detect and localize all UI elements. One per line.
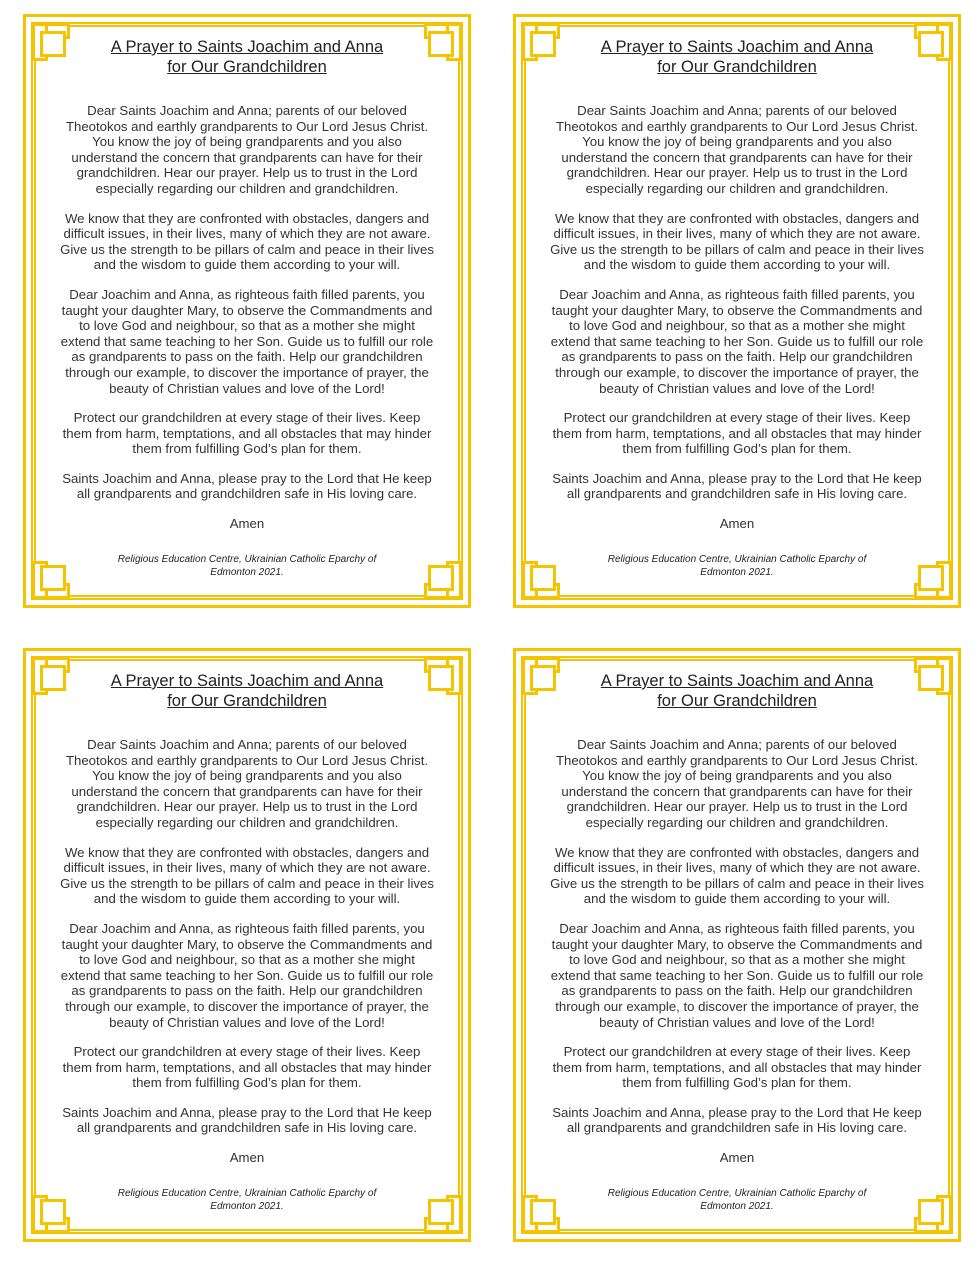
prayer-line: Saints Joachim and Anna, please pray to the Lord that He keep (62, 470, 432, 486)
prayer-line: Give us the strength to be pillars of calm and peace in their lives (550, 875, 924, 891)
prayer-paragraph (44, 1105, 450, 1136)
prayer-line: Protect our grandchildren at every stage of their lives. Keep (73, 1044, 421, 1060)
prayer-paragraph (534, 1105, 940, 1136)
prayer-line: You know the joy of being grandparents and you also (582, 768, 892, 784)
prayer-body (44, 103, 450, 502)
prayer-line: Theotokos and earthly grandparents to Our Lord Jesus Christ. (65, 752, 429, 768)
prayer-line: through our example, to discover the importance of prayer, the (65, 998, 429, 1014)
prayer-line: You know the joy of being grandparents and you also (582, 134, 892, 150)
prayer-paragraph (534, 287, 940, 396)
prayer-card (513, 14, 961, 608)
prayer-line: We know that they are confronted with obstacles, dangers and (64, 844, 430, 860)
prayer-line: taught your daughter Mary, to observe the Commandments and (551, 302, 923, 318)
prayer-line: Dear Joachim and Anna, as righteous faith filled parents, you (559, 920, 915, 936)
prayer-line: extend that same teaching to her Son. Guide us to fulfill our role (60, 333, 434, 349)
title-line: A Prayer to Saints Joachim and Anna (110, 672, 384, 690)
prayer-line: Theotokos and earthly grandparents to Our Lord Jesus Christ. (555, 752, 919, 768)
prayer-line: all grandparents and grandchildren safe in His loving care. (76, 1120, 418, 1136)
footer-line: Religious Education Centre, Ukrainian Catholic Eparchy of (117, 554, 377, 565)
prayer-line: understand the concern that grandparents can have for their (71, 783, 423, 799)
prayer-line: them from harm, temptations, and all obstacles that may hinder (62, 425, 432, 441)
prayer-line: Give us the strength to be pillars of calm and peace in their lives (550, 241, 924, 257)
prayer-line: difficult issues, in their lives, many of which they are not aware. (63, 860, 431, 876)
prayer-line: beauty of Christian values and love of the Lord! (109, 1014, 385, 1030)
prayer-line: grandchildren. Hear our prayer. Help us to trust in the Lord (76, 165, 418, 181)
prayer-line: especially regarding our children and grandchildren. (585, 180, 889, 196)
prayer-paragraph (534, 921, 940, 1030)
title-line: A Prayer to Saints Joachim and Anna (600, 672, 874, 690)
prayer-line: Theotokos and earthly grandparents to Our Lord Jesus Christ. (555, 118, 919, 134)
prayer-paragraph (534, 410, 940, 457)
card-content (44, 37, 450, 591)
prayer-paragraph (44, 1044, 450, 1091)
prayer-line: them from fulfilling God’s plan for them. (132, 441, 362, 457)
prayer-paragraph (534, 737, 940, 831)
footer-line: Edmonton 2021. (210, 1201, 284, 1212)
prayer-line: We know that they are confronted with obstacles, dangers and (554, 844, 920, 860)
prayer-line: as grandparents to pass on the faith. Help our grandchildren (561, 349, 913, 365)
card-content (44, 671, 450, 1225)
prayer-paragraph (534, 103, 940, 197)
card-title (44, 671, 450, 711)
prayer-line: Dear Saints Joachim and Anna; parents of our beloved (87, 737, 407, 752)
prayer-paragraph (534, 211, 940, 273)
prayer-line: You know the joy of being grandparents and you also (92, 768, 402, 784)
prayer-line: and the wisdom to guide them according to your will. (583, 891, 891, 907)
prayer-paragraph (534, 1044, 940, 1091)
prayer-line: all grandparents and grandchildren safe in His loving care. (566, 486, 908, 502)
card-title (534, 37, 940, 77)
prayer-card (23, 14, 471, 608)
prayer-line: extend that same teaching to her Son. Guide us to fulfill our role (60, 967, 434, 983)
footer-line: Religious Education Centre, Ukrainian Catholic Eparchy of (117, 1188, 377, 1199)
prayer-line: Saints Joachim and Anna, please pray to the Lord that He keep (62, 1104, 432, 1120)
prayer-line: understand the concern that grandparents can have for their (71, 149, 423, 165)
amen-text: Amen (229, 1150, 265, 1166)
prayer-line: as grandparents to pass on the faith. Help our grandchildren (561, 983, 913, 999)
prayer-line: Give us the strength to be pillars of calm and peace in their lives (60, 875, 434, 891)
prayer-paragraph (44, 211, 450, 273)
footer-line: Religious Education Centre, Ukrainian Catholic Eparchy of (607, 1188, 867, 1199)
prayer-line: extend that same teaching to her Son. Guide us to fulfill our role (550, 333, 924, 349)
footer-line: Edmonton 2021. (700, 1201, 774, 1212)
prayer-line: Dear Saints Joachim and Anna; parents of our beloved (577, 737, 897, 752)
title-line: for Our Grandchildren (167, 692, 327, 710)
prayer-line: Dear Saints Joachim and Anna; parents of our beloved (87, 103, 407, 118)
amen-text: Amen (719, 516, 755, 532)
prayer-line: Saints Joachim and Anna, please pray to the Lord that He keep (552, 470, 922, 486)
prayer-line: them from fulfilling God’s plan for them. (622, 1075, 852, 1091)
prayer-line: them from harm, temptations, and all obstacles that may hinder (552, 1059, 922, 1075)
prayer-card (513, 648, 961, 1242)
prayer-line: taught your daughter Mary, to observe the Commandments and (551, 936, 923, 952)
prayer-line: them from fulfilling God’s plan for them. (622, 441, 852, 457)
prayer-body (534, 103, 940, 502)
prayer-line: Protect our grandchildren at every stage of their lives. Keep (563, 410, 911, 426)
prayer-line: Dear Saints Joachim and Anna; parents of our beloved (577, 103, 897, 118)
prayer-line: beauty of Christian values and love of the Lord! (109, 380, 385, 396)
title-line: for Our Grandchildren (657, 692, 817, 710)
title-line: A Prayer to Saints Joachim and Anna (110, 38, 384, 56)
prayer-line: through our example, to discover the importance of prayer, the (65, 364, 429, 380)
prayer-line: all grandparents and grandchildren safe in His loving care. (76, 486, 418, 502)
prayer-line: to love God and neighbour, so that as a mother she might (79, 318, 415, 334)
prayer-paragraph (44, 287, 450, 396)
prayer-line: through our example, to discover the importance of prayer, the (555, 998, 919, 1014)
prayer-line: Dear Joachim and Anna, as righteous faith filled parents, you (559, 286, 915, 302)
prayer-line: them from harm, temptations, and all obstacles that may hinder (62, 1059, 432, 1075)
prayer-line: grandchildren. Hear our prayer. Help us to trust in the Lord (566, 165, 908, 181)
prayer-line: extend that same teaching to her Son. Guide us to fulfill our role (550, 967, 924, 983)
prayer-line: especially regarding our children and grandchildren. (95, 180, 399, 196)
footer-line: Edmonton 2021. (700, 567, 774, 578)
card-content (534, 671, 940, 1225)
prayer-line: to love God and neighbour, so that as a mother she might (79, 952, 415, 968)
prayer-line: beauty of Christian values and love of the Lord! (599, 380, 875, 396)
prayer-line: them from fulfilling God’s plan for them. (132, 1075, 362, 1091)
prayer-line: to love God and neighbour, so that as a mother she might (569, 318, 905, 334)
prayer-line: and the wisdom to guide them according to your will. (93, 891, 401, 907)
prayer-card (23, 648, 471, 1242)
prayer-line: Theotokos and earthly grandparents to Our Lord Jesus Christ. (65, 118, 429, 134)
prayer-line: especially regarding our children and grandchildren. (585, 814, 889, 830)
card-footer (534, 553, 940, 579)
prayer-line: understand the concern that grandparents can have for their (561, 783, 913, 799)
prayer-line: difficult issues, in their lives, many of which they are not aware. (553, 860, 921, 876)
card-title (534, 671, 940, 711)
prayer-paragraph (534, 845, 940, 907)
prayer-paragraph (44, 471, 450, 502)
prayer-line: difficult issues, in their lives, many of which they are not aware. (553, 226, 921, 242)
prayer-line: them from harm, temptations, and all obstacles that may hinder (552, 425, 922, 441)
prayer-line: Dear Joachim and Anna, as righteous faith filled parents, you (69, 920, 425, 936)
prayer-line: as grandparents to pass on the faith. Help our grandchildren (71, 983, 423, 999)
footer-line: Edmonton 2021. (210, 567, 284, 578)
prayer-line: beauty of Christian values and love of the Lord! (599, 1014, 875, 1030)
prayer-line: Give us the strength to be pillars of calm and peace in their lives (60, 241, 434, 257)
prayer-line: Protect our grandchildren at every stage of their lives. Keep (73, 410, 421, 426)
card-footer (44, 1187, 450, 1213)
amen-text: Amen (719, 1150, 755, 1166)
prayer-line: understand the concern that grandparents can have for their (561, 149, 913, 165)
amen-text: Amen (229, 516, 265, 532)
prayer-line: difficult issues, in their lives, many of which they are not aware. (63, 226, 431, 242)
prayer-paragraph (534, 471, 940, 502)
prayer-line: We know that they are confronted with obstacles, dangers and (64, 210, 430, 226)
title-line: for Our Grandchildren (167, 58, 327, 76)
card-content (534, 37, 940, 591)
prayer-paragraph (44, 410, 450, 457)
prayer-line: and the wisdom to guide them according to your will. (583, 257, 891, 273)
footer-line: Religious Education Centre, Ukrainian Catholic Eparchy of (607, 554, 867, 565)
prayer-line: to love God and neighbour, so that as a mother she might (569, 952, 905, 968)
prayer-line: and the wisdom to guide them according to your will. (93, 257, 401, 273)
prayer-line: Dear Joachim and Anna, as righteous faith filled parents, you (69, 286, 425, 302)
card-title (44, 37, 450, 77)
prayer-paragraph (44, 103, 450, 197)
prayer-line: through our example, to discover the importance of prayer, the (555, 364, 919, 380)
prayer-line: Protect our grandchildren at every stage of their lives. Keep (563, 1044, 911, 1060)
prayer-line: You know the joy of being grandparents and you also (92, 134, 402, 150)
prayer-body (534, 737, 940, 1136)
prayer-paragraph (44, 845, 450, 907)
title-line: for Our Grandchildren (657, 58, 817, 76)
prayer-line: grandchildren. Hear our prayer. Help us to trust in the Lord (566, 799, 908, 815)
prayer-line: all grandparents and grandchildren safe in His loving care. (566, 1120, 908, 1136)
prayer-line: taught your daughter Mary, to observe the Commandments and (61, 936, 433, 952)
card-footer (44, 553, 450, 579)
prayer-line: Saints Joachim and Anna, please pray to the Lord that He keep (552, 1104, 922, 1120)
prayer-paragraph (44, 737, 450, 831)
prayer-body (44, 737, 450, 1136)
prayer-line: taught your daughter Mary, to observe the Commandments and (61, 302, 433, 318)
title-line: A Prayer to Saints Joachim and Anna (600, 38, 874, 56)
prayer-line: especially regarding our children and grandchildren. (95, 814, 399, 830)
prayer-line: grandchildren. Hear our prayer. Help us to trust in the Lord (76, 799, 418, 815)
card-footer (534, 1187, 940, 1213)
prayer-line: as grandparents to pass on the faith. Help our grandchildren (71, 349, 423, 365)
prayer-paragraph (44, 921, 450, 1030)
prayer-line: We know that they are confronted with obstacles, dangers and (554, 210, 920, 226)
